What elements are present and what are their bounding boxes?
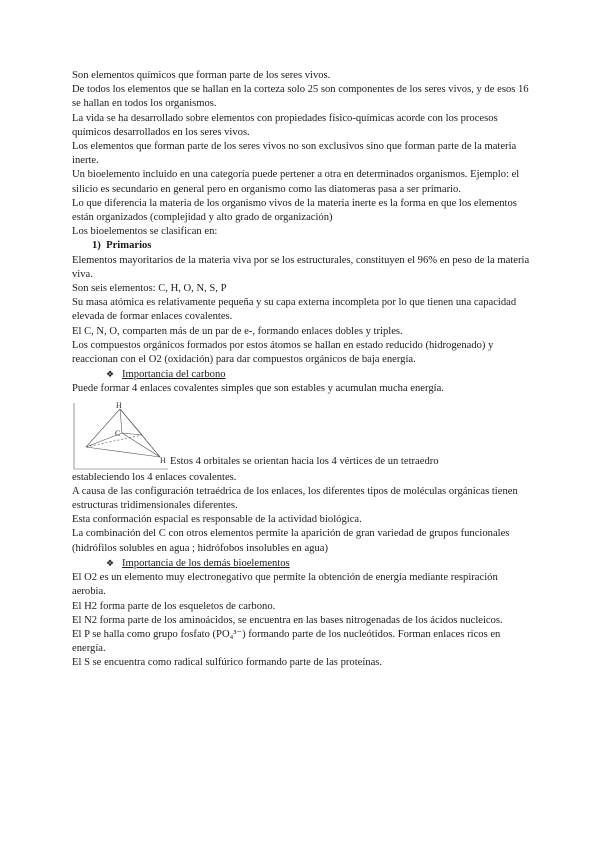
paragraph: Lo que diferencia la materia de los organismo vivos de la materia inerte es la forma en que los elementos están organizados (complejidad y alto grado de organización): [72, 197, 517, 224]
figure-caption: Estos 4 orbitales se orientan hacia los 4 vértices de un tetraedro: [170, 456, 439, 468]
carbono-block: [72, 471, 534, 556]
paragraph: El P se halla como grupo fosfato (PO₄³⁻) formando parte de los nucleótidos. Forman enlaces ricos en energía.: [72, 628, 501, 655]
subsection-title: Importancia de los demás bioelementos: [122, 557, 290, 569]
label-h: H: [116, 400, 122, 410]
section-title: Primarios: [106, 240, 152, 252]
subsection-title: Importancia del carbono: [122, 369, 226, 381]
label-c: C: [115, 428, 121, 438]
primarios-block: [72, 254, 534, 368]
tetrahedron-figure: [72, 399, 168, 471]
paragraph: Son elementos químicos que forman parte de los seres vivos.: [72, 70, 331, 81]
label-h: H: [160, 455, 166, 465]
intro-block: [72, 69, 534, 239]
paragraph: estableciendo los 4 enlaces covalentes.: [72, 471, 237, 483]
paragraph: Los elementos que forman parte de los seres vivos no son exclusivos sino que forman parte de la materia inerte.: [72, 141, 517, 167]
demas-block: [72, 571, 534, 670]
paragraph: El C, N, O, comparten más de un par de e-, formando enlaces dobles y triples.: [72, 325, 403, 337]
tetrahedron-figure-row: [72, 399, 534, 471]
paragraph: Un bioelemento incluido en una categoría puede pertener a otra en determinados organismos. Ejemplo: el silicio es secundario en general pero en organismo como las diatomeras pasa a ser primario.: [72, 169, 520, 195]
paragraph: Esta conformación espacial es responsable de la actividad biológica.: [72, 514, 362, 526]
paragraph: A causa de las configuración tetraédrica de los enlaces, los diferentes tipos de moléculas orgánicas tienen estructuras tridimensionales diferentes.: [72, 485, 518, 512]
paragraph: La vida se ha desarrollado sobre elementos con propiedades físico-químicas acorde con los procesos químicos desarrollados en los seres vivos.: [72, 112, 498, 138]
paragraph: El S se encuentra como radical sulfúrico formando parte de las proteínas.: [72, 657, 383, 669]
section-number: 1): [92, 240, 101, 252]
diamond-bullet-icon: ❖: [106, 557, 115, 568]
paragraph: Elementos mayoritarios de la materia viva por se los estructurales, constituyen el 96% en peso de la materia viva.: [72, 254, 530, 280]
paragraph: La combinación del C con otros elementos permite la aparición de gran variedad de grupos funcionales (hidrófilos solubles en agua ; hidrófobos insolubles en agua): [72, 528, 510, 554]
document-page: [72, 69, 534, 671]
paragraph: Su masa atómica es relativamente pequeña y su capa externa incompleta por lo que tienen una capacidad elevada de formar enlaces covalentes.: [72, 297, 517, 323]
paragraph: El H2 forma parte de los esqueletos de carbono.: [72, 600, 276, 612]
paragraph: El O2 es un elemento muy electronegativo que permite la obtención de energía mediante respiración aerobia.: [72, 572, 498, 598]
diamond-bullet-icon: ❖: [106, 369, 115, 380]
paragraph: Son seis elementos: C, H, O, N, S, P: [72, 283, 227, 295]
subsection-heading-carbono: [72, 367, 534, 382]
subsection-heading-demas: [72, 556, 534, 571]
paragraph: Los bioelementos se clasifican en:: [72, 226, 218, 238]
paragraph: De todos los elementos que se hallan en la corteza solo 25 son componentes de los seres vivos, y de esos 16 se hallan en todos los organismos.: [72, 84, 529, 110]
paragraph: Puede formar 4 enlaces covalentes simples que son estables y acumulan mucha energía.: [72, 383, 444, 395]
paragraph: Los compuestos orgánicos formados por estos átomos se hallan en estado reducido (hidrogenado) y reaccionan con el O2 (oxidación) para dar compuestos orgánicos de baja energía.: [72, 339, 494, 366]
paragraph: El N2 forma parte de los aminoácidos, se encuentra en las bases nitrogenadas de los ácidos nucleicos.: [72, 614, 503, 626]
section-heading-primarios: [72, 239, 534, 253]
